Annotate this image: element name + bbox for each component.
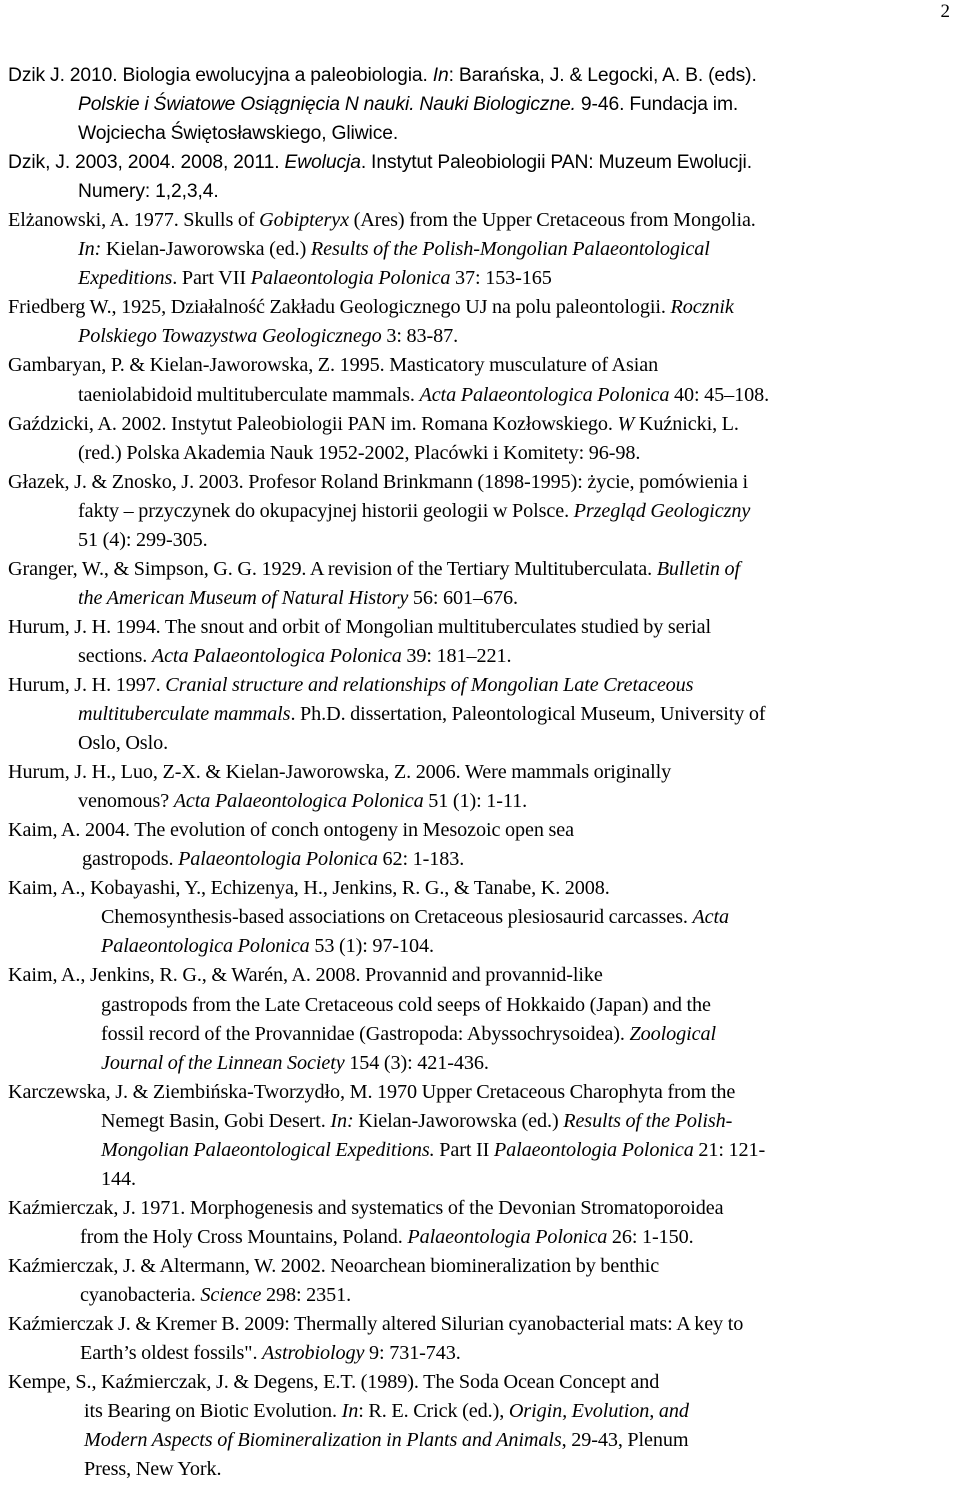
reference-text: fakty – przyczynek do okupacyjnej historii geologii w Polsce. bbox=[78, 499, 574, 522]
reference-text: taeniolabidoid multituberculate mammals. bbox=[78, 383, 420, 406]
reference-text: 40: 45–108. bbox=[669, 383, 770, 406]
reference-italic-text: Rocznik bbox=[670, 296, 734, 319]
reference-italic-text: Ewolucja bbox=[284, 152, 361, 174]
reference-text: Hurum, J. H., Luo, Z-X. & Kielan-Jaworowska, Z. 2006. Were mammals originally bbox=[8, 761, 672, 784]
reference-text: fossil record of the Provannidae (Gastropoda: Abyssochrysoidea). bbox=[101, 1022, 630, 1045]
reference-italic-text: Polskiego Towazystwa Geologicznego bbox=[78, 325, 382, 348]
reference-entry bbox=[8, 148, 954, 206]
reference-text: 39: 181–221. bbox=[401, 644, 512, 667]
reference-italic-text: Origin, Evolution, and bbox=[508, 1400, 689, 1423]
reference-entry bbox=[8, 1078, 954, 1194]
reference-italic-text: Science bbox=[200, 1283, 262, 1306]
reference-text: 21: 121- bbox=[693, 1138, 766, 1161]
page-number: 2 bbox=[940, 1, 950, 22]
reference-entry bbox=[8, 613, 954, 671]
reference-text: Friedberg W., 1925, Działalność Zakładu Geologicznego UJ na polu paleontologii. bbox=[8, 296, 671, 319]
reference-italic-text: Palaeontologia Polonica bbox=[407, 1225, 608, 1248]
reference-entry bbox=[8, 671, 954, 758]
reference-text: Oslo, Oslo. bbox=[78, 732, 169, 755]
reference-italic-text: Palaeontologica Polonica bbox=[101, 935, 310, 958]
reference-text: . Part VII bbox=[172, 267, 251, 290]
reference-text: Kempe, S., Kaźmierczak, J. & Degens, E.T. (1989). The Soda Ocean Concept and bbox=[8, 1371, 660, 1394]
reference-text: : Barańska, J. & Legocki, A. B. (eds). bbox=[448, 65, 757, 86]
reference-italic-text: Palaeontologia Polonica bbox=[250, 267, 451, 290]
reference-text: (red.) Polska Akademia Nauk 1952-2002, Placówki i Komitety: 96-98. bbox=[78, 441, 641, 464]
reference-text: Gaździcki, A. 2002. Instytut Paleobiologii PAN im. Romana Kozłowskiego. bbox=[8, 412, 618, 435]
reference-entry bbox=[8, 468, 954, 555]
reference-entry bbox=[8, 61, 954, 148]
reference-text: (Ares) from the Upper Cretaceous from Mongolia. bbox=[348, 209, 756, 232]
reference-italic-text: Expeditions bbox=[78, 267, 173, 290]
reference-text: Hurum, J. H. 1997. bbox=[8, 673, 166, 696]
reference-italic-text: Modern Aspects of Biomineralization in Plants and Animals bbox=[84, 1429, 562, 1452]
reference-text: 154 (3): 421-436. bbox=[344, 1051, 489, 1074]
reference-text: Kaźmierczak, J. 1971. Morphogenesis and systematics of the Devonian Stromatoporoidea bbox=[8, 1196, 724, 1219]
reference-italic-text: the American Museum of Natural History bbox=[78, 586, 409, 609]
reference-text: Elżanowski, A. 1977. Skulls of bbox=[8, 209, 260, 232]
reference-italic-text: W bbox=[617, 412, 635, 435]
reference-text: cyanobacteria. bbox=[80, 1283, 201, 1306]
reference-text: Kielan-Jaworowska (ed.) bbox=[353, 1109, 564, 1132]
reference-italic-text: Gobipteryx bbox=[259, 209, 349, 232]
reference-text: Kaim, A., Kobayashi, Y., Echizenya, H., Jenkins, R. G., & Tanabe, K. 2008. bbox=[8, 877, 610, 900]
reference-text: Kaim, A., Jenkins, R. G., & Warén, A. 2008. Provannid and provannid-like bbox=[8, 964, 603, 987]
reference-italic-text: In: bbox=[330, 1109, 354, 1132]
reference-text: 51 (1): 1-11. bbox=[423, 790, 528, 813]
reference-text: venomous? bbox=[78, 790, 174, 813]
reference-italic-text: multituberculate mammals bbox=[78, 703, 291, 726]
reference-text: 51 (4): 299-305. bbox=[78, 528, 208, 551]
reference-text: Nemegt Basin, Gobi Desert. bbox=[101, 1109, 331, 1132]
reference-text: 53 (1): 97-104. bbox=[309, 935, 434, 958]
reference-entry bbox=[8, 351, 954, 409]
reference-italic-text: Bulletin of bbox=[656, 557, 740, 580]
reference-italic-text: Polskie i Światowe Osiągnięcia N nauki. Nauki Biologiczne. bbox=[78, 94, 576, 116]
reference-text: 62: 1-183. bbox=[377, 848, 465, 871]
reference-text: Kielan-Jaworowska (ed.) bbox=[101, 238, 311, 261]
reference-italic-text: Przegląd Geologiczny bbox=[573, 499, 751, 522]
reference-text: its Bearing on Biotic Evolution. bbox=[84, 1400, 342, 1423]
reference-italic-text: Cranial structure and relationships of Mongolian Late Cretaceous bbox=[165, 673, 694, 696]
reference-italic-text: Palaeontologia Polonica bbox=[178, 848, 378, 871]
reference-italic-text: Mongolian Palaeontological Expeditions. bbox=[101, 1138, 435, 1161]
reference-italic-text: Acta Palaeontologica Polonica bbox=[419, 383, 670, 406]
reference-text: 9: 731-743. bbox=[364, 1342, 461, 1365]
reference-text: Gambaryan, P. & Kielan-Jaworowska, Z. 1995. Masticatory musculature of Asian bbox=[8, 354, 659, 377]
reference-text: 298: 2351. bbox=[261, 1283, 352, 1306]
reference-text: Granger, W., & Simpson, G. G. 1929. A revision of the Tertiary Multituberculata. bbox=[8, 557, 657, 580]
reference-text: 26: 1-150. bbox=[607, 1225, 694, 1248]
reference-text: gastropods from the Late Cretaceous cold seeps of Hokkaido (Japan) and the bbox=[101, 993, 711, 1016]
reference-italic-text: Results of the Polish-Mongolian Palaeontological bbox=[310, 238, 710, 261]
reference-text: 56: 601–676. bbox=[408, 586, 518, 609]
reference-entry bbox=[8, 555, 954, 613]
reference-text: Earth’s oldest fossils". bbox=[80, 1342, 263, 1365]
reference-text: : R. E. Crick (ed.), bbox=[358, 1400, 509, 1423]
reference-entry bbox=[8, 1310, 954, 1368]
reference-text: sections. bbox=[78, 644, 152, 667]
reference-text: Kaźmierczak J. & Kremer B. 2009: Thermally altered Silurian cyanobacterial mats: A key to bbox=[8, 1313, 744, 1336]
reference-italic-text: Acta bbox=[692, 906, 730, 929]
reference-entry bbox=[8, 410, 954, 468]
reference-text: Numery: 1,2,3,4. bbox=[78, 181, 219, 203]
reference-text: , 29-43, Plenum bbox=[561, 1429, 689, 1452]
reference-text: Karczewska, J. & Ziembińska-Tworzydło, M. 1970 Upper Cretaceous Charophyta from the bbox=[8, 1080, 736, 1103]
reference-text: 9-46. Fundacja im. bbox=[575, 94, 739, 116]
reference-entry bbox=[8, 1252, 954, 1310]
reference-text: Dzik J. 2010. Biologia ewolucyjna a paleobiologia. bbox=[8, 65, 433, 86]
reference-text: Wojciecha Świętosławskiego, Gliwice. bbox=[78, 123, 399, 145]
reference-list bbox=[8, 61, 954, 1484]
reference-italic-text: Astrobiology bbox=[262, 1342, 365, 1365]
reference-entry bbox=[8, 1194, 954, 1252]
reference-italic-text: Journal of the Linnean Society bbox=[101, 1051, 345, 1074]
reference-text: Hurum, J. H. 1994. The snout and orbit of Mongolian multituberculates studied by serial bbox=[8, 615, 712, 638]
reference-entry bbox=[8, 1368, 954, 1484]
reference-italic-text: Acta Palaeontologica Polonica bbox=[151, 644, 402, 667]
reference-italic-text: Results of the Polish- bbox=[563, 1109, 733, 1132]
reference-text: Kaim, A. 2004. The evolution of conch ontogeny in Mesozoic open sea bbox=[8, 819, 574, 842]
reference-italic-text: Acta Palaeontologica Polonica bbox=[173, 790, 424, 813]
reference-text: from the Holy Cross Mountains, Poland. bbox=[80, 1225, 408, 1248]
reference-text: . Instytut Paleobiologii PAN: Muzeum Ewolucji. bbox=[360, 152, 752, 174]
reference-text: Chemosynthesis-based associations on Cretaceous plesiosaurid carcasses. bbox=[101, 906, 693, 929]
reference-text: Kuźnicki, L. bbox=[634, 412, 739, 435]
reference-italic-text: Palaeontologia Polonica bbox=[493, 1138, 694, 1161]
reference-text: Part II bbox=[434, 1138, 494, 1161]
reference-text: Głazek, J. & Znosko, J. 2003. Profesor Roland Brinkmann (1898-1995): życie, pomówienia i bbox=[8, 470, 749, 493]
reference-italic-text: In bbox=[432, 65, 449, 86]
reference-text: 144. bbox=[101, 1167, 136, 1190]
reference-text: 3: 83-87. bbox=[381, 325, 459, 348]
reference-entry bbox=[8, 961, 954, 1077]
reference-text: gastropods. bbox=[82, 848, 179, 871]
reference-italic-text: In: bbox=[78, 238, 102, 261]
reference-text: 37: 153-165 bbox=[450, 267, 552, 290]
reference-entry bbox=[8, 758, 954, 816]
reference-entry bbox=[8, 874, 954, 961]
reference-entry bbox=[8, 293, 954, 351]
reference-entry bbox=[8, 816, 954, 874]
reference-entry bbox=[8, 206, 954, 293]
reference-text: Press, New York. bbox=[84, 1458, 222, 1481]
reference-text: . Ph.D. dissertation, Paleontological Museum, University of bbox=[290, 703, 766, 726]
reference-italic-text: In bbox=[341, 1400, 359, 1423]
reference-text: Kaźmierczak, J. & Altermann, W. 2002. Neoarchean biomineralization by benthic bbox=[8, 1254, 660, 1277]
reference-italic-text: Zoological bbox=[629, 1022, 716, 1045]
reference-text: Dzik, J. 2003, 2004. 2008, 2011. bbox=[8, 152, 285, 174]
